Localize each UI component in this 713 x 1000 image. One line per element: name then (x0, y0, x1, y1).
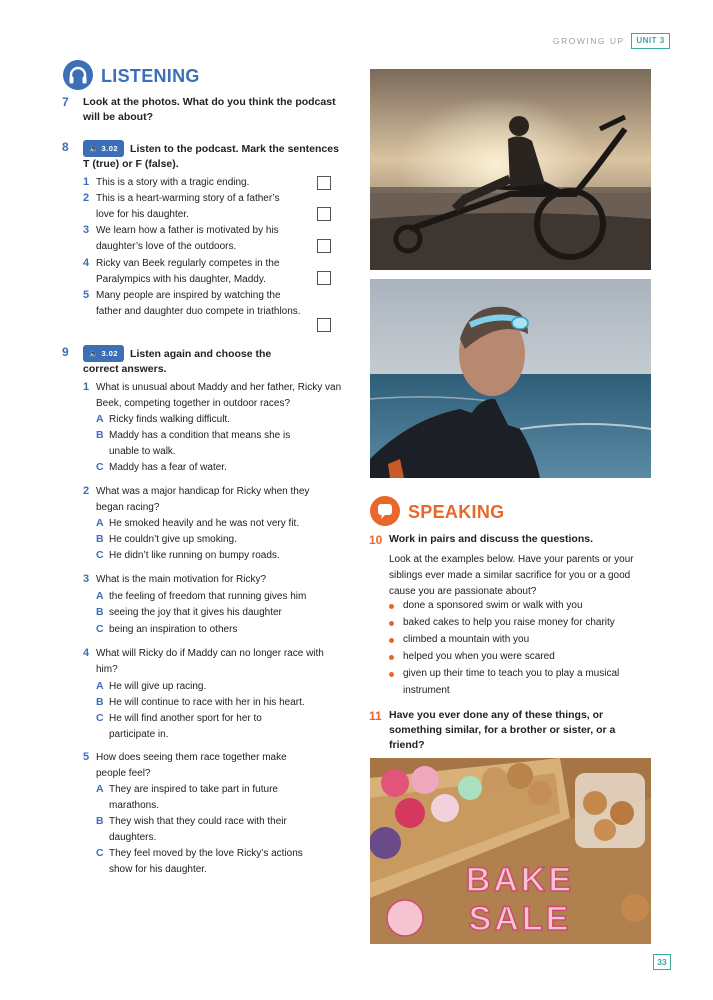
question-11-number: 11 (369, 709, 382, 723)
mc-option-1a[interactable]: A Ricky finds walking difficult. (96, 413, 230, 425)
mc-option-5a[interactable]: A They are inspired to take part in future marathons. (96, 783, 278, 811)
listening-title: LISTENING (101, 66, 200, 86)
mc-option-2b[interactable]: B He couldn’t give up smoking. (96, 533, 237, 545)
bullet-item: baked cakes to help you raise money for charity (389, 615, 654, 632)
question-10-number: 10 (369, 533, 383, 547)
tf-item-1: 1 This is a story with a tragic ending. (83, 176, 250, 188)
mc-option-3a[interactable]: A the feeling of freedom that running gives him (96, 590, 307, 602)
bullet-item: done a sponsored swim or walk with you (389, 598, 654, 615)
question-10-intro: Look at the examples below. Have your parents or your siblings ever made a similar sacrifice for you or a good cause you are passionate about? (389, 554, 634, 597)
tf-checkbox-3[interactable] (317, 239, 331, 253)
question-9-number: 9 (62, 345, 69, 359)
tf-item-3: 3 We learn how a father is motivated by his daughter’s love of the outdoors. (83, 224, 279, 252)
bullet-item: climbed a mountain with you (389, 632, 654, 649)
mc-question-5: 5 How does seeing them race together make people feel? (83, 751, 287, 779)
speaking-title: SPEAKING (408, 502, 505, 522)
tf-item-5: 5 Many people are inspired by watching the father and daughter duo compete in triathlons. (83, 289, 301, 317)
tf-checkbox-1[interactable] (317, 176, 331, 190)
question-8-instruction: 🔈 3.02 Listen to the podcast. Mark the sentences T (true) or F (false). (83, 140, 343, 172)
tf-checkbox-2[interactable] (317, 207, 331, 221)
bullet-item: given up their time to teach you to play a musical instrument (389, 666, 639, 699)
mc-option-1c[interactable]: C Maddy has a fear of water. (96, 461, 227, 473)
mc-option-5b[interactable]: B They wish that they could race with their daughters. (96, 815, 287, 843)
mc-question-4: 4 What will Ricky do if Maddy can no longer race with him? (83, 647, 324, 675)
bake-text: BAKE (465, 861, 575, 899)
mc-option-2c[interactable]: C He didn’t like running on bumpy roads. (96, 549, 280, 561)
mc-option-1b[interactable]: B Maddy has a condition that means she is unable to walk. (96, 429, 291, 457)
tf-item-2: 2 This is a heart-warming story of a father’s love for his daughter. (83, 192, 280, 220)
audio-badge[interactable]: 🔈 3.02 (83, 140, 124, 157)
mc-option-3b[interactable]: B seeing the joy that it gives his daughter (96, 606, 282, 618)
question-7-number: 7 (62, 95, 69, 109)
tf-item-4: 4 Ricky van Beek regularly competes in the Paralympics with his daughter, Maddy. (83, 257, 280, 285)
sale-text: SALE (468, 900, 572, 938)
mc-question-2: 2 What was a major handicap for Ricky when they began racing? (83, 485, 310, 513)
unit-badge: UNIT 3 (631, 33, 670, 49)
audio-badge[interactable]: 🔈 3.02 (83, 345, 124, 362)
mc-option-5c[interactable]: C They feel moved by the love Ricky’s actions show for his daughter. (96, 847, 303, 875)
mc-option-3c[interactable]: C being an inspiration to others (96, 623, 238, 635)
question-8-number: 8 (62, 140, 69, 154)
question-10-instruction: Work in pairs and discuss the questions. (389, 533, 594, 545)
speaker-icon: 🔈 (89, 144, 99, 153)
question-9-instruction: 🔈 3.02 Listen again and choose the correct answers. (83, 345, 303, 377)
mc-question-3: 3 What is the main motivation for Ricky? (83, 573, 267, 585)
mc-option-4c[interactable]: C He will find another sport for her to participate in. (96, 712, 262, 740)
running-head: GROWING UP (553, 36, 625, 46)
question-7-text: Look at the photos. What do you think the podcast will be about? (83, 96, 336, 123)
bullet-item: helped you when you were scared (389, 649, 654, 666)
speaker-icon: 🔈 (89, 349, 99, 358)
tf-checkbox-5[interactable] (317, 318, 331, 332)
page-number: 33 (653, 954, 671, 970)
speech-bubble-icon (370, 496, 400, 526)
headphones-icon (63, 60, 93, 90)
mc-option-2a[interactable]: A He smoked heavily and he was not very fit. (96, 517, 300, 529)
photo-beach-wheelchair (370, 69, 651, 270)
tf-checkbox-4[interactable] (317, 271, 331, 285)
mc-option-4b[interactable]: B He will continue to race with her in his heart. (96, 696, 305, 708)
mc-option-4a[interactable]: A He will give up racing. (96, 680, 207, 692)
question-11-text: Have you ever done any of these things, or something similar, for a brother or sister, or a friend? (389, 709, 616, 751)
mc-question-1: 1 What is unusual about Maddy and her father, Ricky van Beek, competing together in outdoor races? (83, 381, 342, 409)
photo-bake-sale (370, 758, 651, 944)
photo-swimmer-goggles (370, 279, 651, 478)
